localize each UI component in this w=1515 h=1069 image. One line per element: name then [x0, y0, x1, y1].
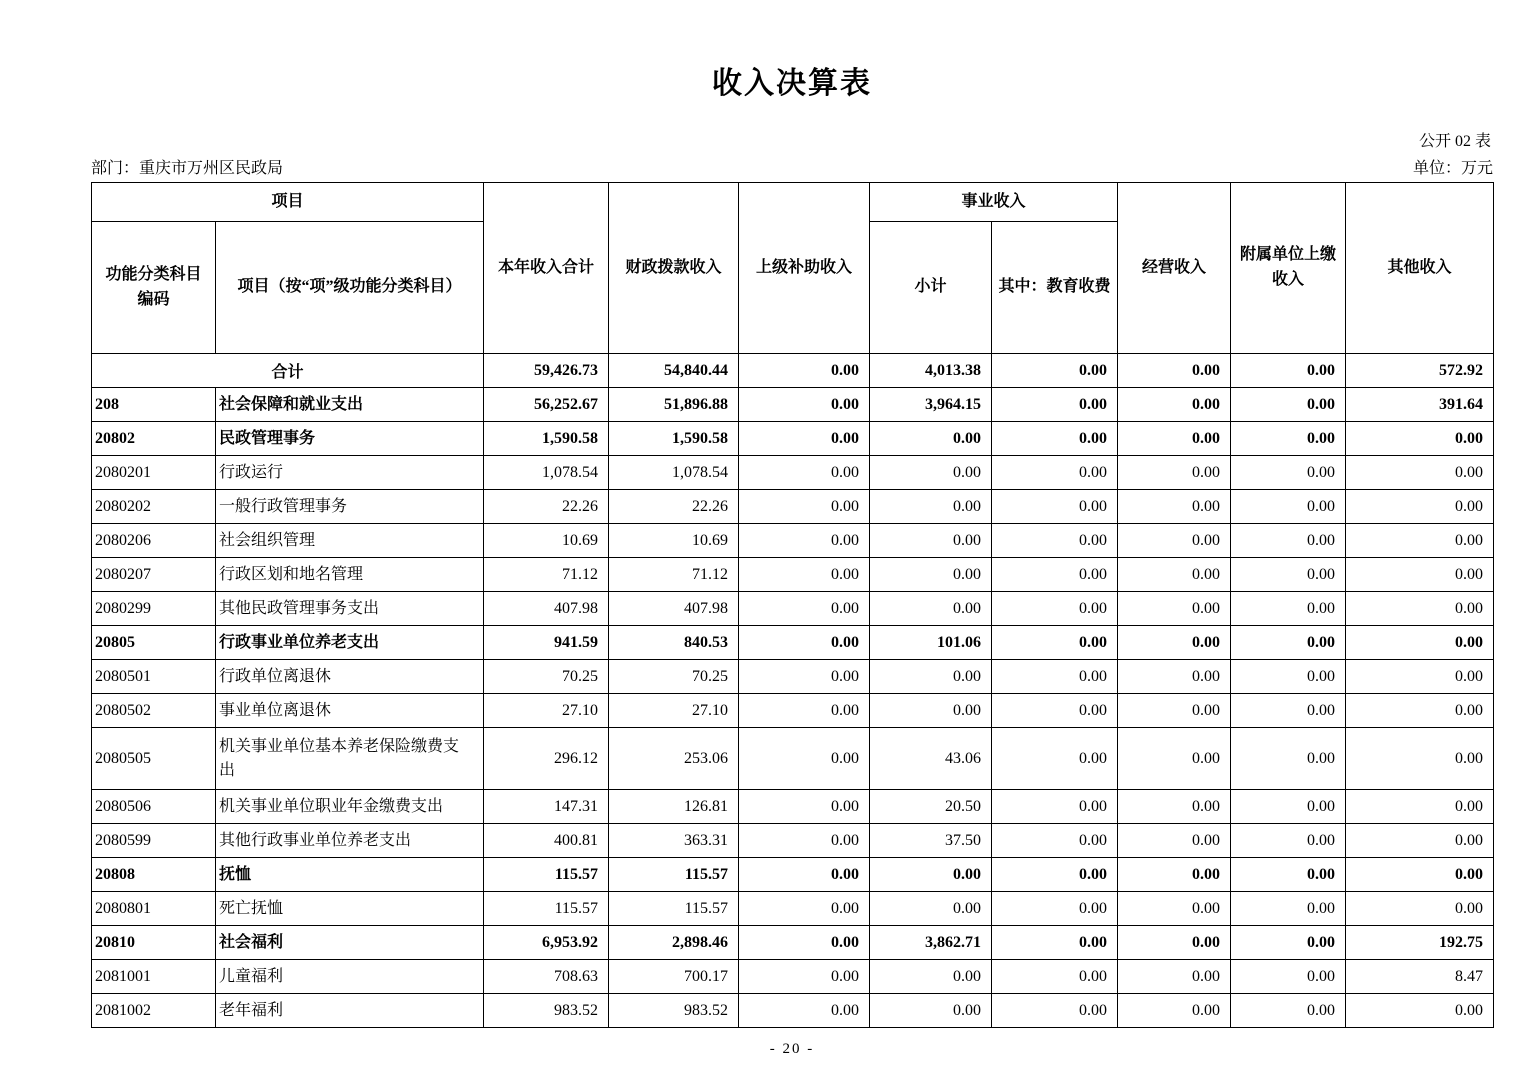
cell-value: 70.25	[609, 660, 739, 694]
cell-value: 0.00	[1118, 660, 1231, 694]
cell-value: 115.57	[609, 892, 739, 926]
cell-value: 0.00	[1346, 524, 1494, 558]
table-row	[92, 490, 1494, 524]
cell-value: 0.00	[739, 694, 870, 728]
cell-value: 0.00	[992, 524, 1118, 558]
cell-value: 0.00	[1118, 926, 1231, 960]
cell-function-code: 20808	[92, 858, 216, 892]
header-superior-subsidy: 上级补助收入	[739, 183, 870, 354]
cell-value: 0.00	[870, 456, 992, 490]
cell-value: 0.00	[1231, 892, 1346, 926]
table-row	[92, 694, 1494, 728]
cell-value: 0.00	[992, 422, 1118, 456]
cell-value: 0.00	[1231, 354, 1346, 388]
cell-function-code: 20805	[92, 626, 216, 660]
table-row	[92, 354, 1494, 388]
cell-project-name: 其他行政事业单位养老支出	[216, 824, 484, 858]
cell-project-name: 行政单位离退休	[216, 660, 484, 694]
cell-value: 0.00	[739, 790, 870, 824]
table-row	[92, 456, 1494, 490]
cell-value: 0.00	[1231, 824, 1346, 858]
cell-value: 0.00	[870, 660, 992, 694]
cell-value: 0.00	[1231, 694, 1346, 728]
cell-value: 0.00	[1118, 824, 1231, 858]
cell-value: 0.00	[1118, 728, 1231, 790]
cell-value: 37.50	[870, 824, 992, 858]
cell-value: 0.00	[1231, 388, 1346, 422]
cell-value: 0.00	[739, 960, 870, 994]
header-project-group: 项目	[92, 183, 484, 222]
table-row	[92, 728, 1494, 790]
cell-value: 0.00	[739, 858, 870, 892]
cell-total-label: 合计	[92, 354, 484, 388]
cell-project-name: 其他民政管理事务支出	[216, 592, 484, 626]
table-row	[92, 660, 1494, 694]
cell-value: 0.00	[992, 728, 1118, 790]
cell-value: 0.00	[739, 422, 870, 456]
cell-value: 0.00	[739, 592, 870, 626]
table-row	[92, 824, 1494, 858]
cell-value: 0.00	[1118, 592, 1231, 626]
cell-function-code: 2080202	[92, 490, 216, 524]
cell-value: 0.00	[1231, 558, 1346, 592]
table-row	[92, 592, 1494, 626]
cell-value: 2,898.46	[609, 926, 739, 960]
cell-value: 0.00	[739, 558, 870, 592]
cell-value: 0.00	[739, 728, 870, 790]
department-label: 部门：重庆市万州区民政局	[91, 160, 284, 177]
cell-function-code: 20802	[92, 422, 216, 456]
cell-function-code: 2080201	[92, 456, 216, 490]
cell-function-code: 208	[92, 388, 216, 422]
cell-value: 115.57	[484, 892, 609, 926]
header-fiscal-income: 财政拨款收入	[609, 183, 739, 354]
unit-label: 单位：万元	[1412, 160, 1493, 177]
table-row	[92, 960, 1494, 994]
cell-value: 51,896.88	[609, 388, 739, 422]
cell-value: 407.98	[609, 592, 739, 626]
table-row	[92, 858, 1494, 892]
cell-project-name: 机关事业单位职业年金缴费支出	[216, 790, 484, 824]
cell-function-code: 20810	[92, 926, 216, 960]
header-affiliated-income-text: 附属单位上缴收入	[1240, 246, 1337, 288]
cell-value: 115.57	[609, 858, 739, 892]
cell-value: 27.10	[609, 694, 739, 728]
cell-value: 0.00	[1231, 858, 1346, 892]
cell-function-code: 2080502	[92, 694, 216, 728]
cell-value: 0.00	[739, 994, 870, 1028]
cell-value: 0.00	[1231, 994, 1346, 1028]
cell-function-code: 2080207	[92, 558, 216, 592]
cell-project-name: 抚恤	[216, 858, 484, 892]
cell-value: 0.00	[1231, 524, 1346, 558]
cell-value: 0.00	[739, 456, 870, 490]
cell-value: 400.81	[484, 824, 609, 858]
cell-value: 3,964.15	[870, 388, 992, 422]
cell-value: 27.10	[484, 694, 609, 728]
cell-value: 0.00	[739, 824, 870, 858]
cell-value: 0.00	[992, 858, 1118, 892]
header-function-code	[92, 222, 216, 354]
cell-value: 0.00	[992, 960, 1118, 994]
table-row	[92, 892, 1494, 926]
table-row	[92, 790, 1494, 824]
cell-value: 0.00	[1118, 524, 1231, 558]
table-row	[92, 994, 1494, 1028]
cell-value: 0.00	[1346, 824, 1494, 858]
cell-value: 0.00	[870, 694, 992, 728]
cell-value: 0.00	[739, 354, 870, 388]
cell-value: 71.12	[484, 558, 609, 592]
table-row	[92, 558, 1494, 592]
cell-value: 0.00	[1118, 960, 1231, 994]
cell-function-code: 2080599	[92, 824, 216, 858]
cell-value: 0.00	[1118, 388, 1231, 422]
header-other-income: 其他收入	[1346, 183, 1494, 354]
cell-value: 0.00	[870, 422, 992, 456]
cell-value: 0.00	[1118, 422, 1231, 456]
cell-value: 0.00	[1231, 926, 1346, 960]
cell-value: 101.06	[870, 626, 992, 660]
cell-value: 0.00	[1346, 422, 1494, 456]
cell-value: 0.00	[870, 490, 992, 524]
cell-value: 0.00	[992, 660, 1118, 694]
cell-value: 0.00	[1346, 558, 1494, 592]
cell-value: 700.17	[609, 960, 739, 994]
cell-value: 0.00	[739, 926, 870, 960]
cell-value: 296.12	[484, 728, 609, 790]
cell-value: 8.47	[1346, 960, 1494, 994]
cell-value: 0.00	[992, 388, 1118, 422]
header-project-name: 项目（按“项”级功能分类科目）	[216, 222, 484, 354]
cell-value: 0.00	[1346, 592, 1494, 626]
cell-value: 0.00	[1346, 456, 1494, 490]
cell-value: 70.25	[484, 660, 609, 694]
cell-value: 0.00	[992, 558, 1118, 592]
income-final-accounts-table	[91, 182, 1494, 1028]
cell-value: 0.00	[1231, 960, 1346, 994]
cell-value: 0.00	[1118, 790, 1231, 824]
cell-project-name: 社会福利	[216, 926, 484, 960]
header-operating-income: 经营收入	[1118, 183, 1231, 354]
cell-value: 10.69	[484, 524, 609, 558]
cell-project-name: 儿童福利	[216, 960, 484, 994]
table-code-label: 公开 02 表	[1418, 133, 1491, 150]
cell-value: 0.00	[1118, 456, 1231, 490]
table-row	[92, 422, 1494, 456]
table-row	[92, 626, 1494, 660]
cell-value: 407.98	[484, 592, 609, 626]
cell-value: 0.00	[1231, 626, 1346, 660]
cell-value: 0.00	[870, 524, 992, 558]
table-row	[92, 926, 1494, 960]
cell-value: 0.00	[992, 790, 1118, 824]
cell-value: 0.00	[870, 558, 992, 592]
cell-value: 0.00	[1118, 858, 1231, 892]
cell-project-name: 民政管理事务	[216, 422, 484, 456]
cell-value: 1,590.58	[484, 422, 609, 456]
header-function-code-text: 功能分类科目编码	[105, 265, 202, 308]
cell-project-name: 老年福利	[216, 994, 484, 1028]
cell-value: 147.31	[484, 790, 609, 824]
cell-value: 0.00	[739, 626, 870, 660]
cell-value: 0.00	[1346, 994, 1494, 1028]
cell-value: 0.00	[739, 388, 870, 422]
cell-function-code: 2080299	[92, 592, 216, 626]
cell-function-code: 2080505	[92, 728, 216, 790]
cell-value: 391.64	[1346, 388, 1494, 422]
cell-value: 0.00	[1118, 892, 1231, 926]
cell-function-code: 2080801	[92, 892, 216, 926]
cell-value: 0.00	[992, 994, 1118, 1028]
cell-value: 0.00	[739, 490, 870, 524]
cell-value: 0.00	[992, 824, 1118, 858]
cell-value: 0.00	[1231, 422, 1346, 456]
cell-project-name: 行政运行	[216, 456, 484, 490]
header-affiliated-income	[1231, 183, 1346, 354]
cell-value: 192.75	[1346, 926, 1494, 960]
cell-value: 0.00	[992, 490, 1118, 524]
cell-value: 0.00	[992, 354, 1118, 388]
cell-value: 4,013.38	[870, 354, 992, 388]
cell-project-name: 社会组织管理	[216, 524, 484, 558]
cell-value: 0.00	[992, 694, 1118, 728]
cell-function-code: 2081001	[92, 960, 216, 994]
meta-row	[91, 159, 1493, 179]
cell-value: 0.00	[1231, 790, 1346, 824]
cell-project-name: 行政区划和地名管理	[216, 558, 484, 592]
table-body	[92, 354, 1494, 1028]
page-number: - 20 -	[769, 1041, 815, 1057]
cell-project-name: 机关事业单位基本养老保险缴费支出	[216, 728, 484, 790]
table-row	[92, 388, 1494, 422]
cell-value: 0.00	[992, 926, 1118, 960]
cell-value: 840.53	[609, 626, 739, 660]
cell-project-name: 一般行政管理事务	[216, 490, 484, 524]
table-row	[92, 524, 1494, 558]
cell-project-name: 死亡抚恤	[216, 892, 484, 926]
cell-value: 0.00	[1231, 456, 1346, 490]
cell-value: 10.69	[609, 524, 739, 558]
cell-value: 983.52	[484, 994, 609, 1028]
cell-value: 54,840.44	[609, 354, 739, 388]
cell-value: 0.00	[1118, 626, 1231, 660]
cell-value: 0.00	[1231, 728, 1346, 790]
cell-value: 71.12	[609, 558, 739, 592]
cell-value: 1,078.54	[484, 456, 609, 490]
cell-value: 59,426.73	[484, 354, 609, 388]
cell-function-code: 2081002	[92, 994, 216, 1028]
cell-value: 126.81	[609, 790, 739, 824]
cell-value: 22.26	[484, 490, 609, 524]
cell-value: 1,078.54	[609, 456, 739, 490]
cell-value: 363.31	[609, 824, 739, 858]
cell-value: 0.00	[1118, 558, 1231, 592]
cell-value: 0.00	[992, 626, 1118, 660]
header-education-fee: 其中：教育收费	[992, 222, 1118, 354]
cell-value: 0.00	[1231, 490, 1346, 524]
header-subtotal: 小计	[870, 222, 992, 354]
page-title: 收入决算表	[712, 67, 872, 100]
cell-value: 6,953.92	[484, 926, 609, 960]
header-business-group: 事业收入	[870, 183, 1118, 222]
cell-value: 941.59	[484, 626, 609, 660]
cell-value: 0.00	[1118, 994, 1231, 1028]
cell-value: 0.00	[1118, 490, 1231, 524]
cell-value: 0.00	[1346, 728, 1494, 790]
cell-value: 0.00	[1346, 660, 1494, 694]
cell-value: 0.00	[1118, 354, 1231, 388]
cell-value: 0.00	[1346, 892, 1494, 926]
cell-value: 0.00	[739, 660, 870, 694]
cell-value: 3,862.71	[870, 926, 992, 960]
cell-value: 572.92	[1346, 354, 1494, 388]
cell-project-name: 行政事业单位养老支出	[216, 626, 484, 660]
cell-value: 0.00	[870, 858, 992, 892]
cell-value: 20.50	[870, 790, 992, 824]
cell-value: 0.00	[739, 892, 870, 926]
cell-value: 0.00	[1118, 694, 1231, 728]
table-header	[92, 183, 1494, 354]
cell-value: 0.00	[992, 892, 1118, 926]
cell-value: 983.52	[609, 994, 739, 1028]
cell-value: 708.63	[484, 960, 609, 994]
cell-value: 0.00	[1346, 694, 1494, 728]
cell-project-name: 事业单位离退休	[216, 694, 484, 728]
cell-value: 43.06	[870, 728, 992, 790]
cell-value: 1,590.58	[609, 422, 739, 456]
cell-function-code: 2080206	[92, 524, 216, 558]
cell-project-name: 社会保障和就业支出	[216, 388, 484, 422]
cell-value: 0.00	[870, 892, 992, 926]
header-total-income: 本年收入合计	[484, 183, 609, 354]
cell-value: 22.26	[609, 490, 739, 524]
cell-value: 0.00	[870, 960, 992, 994]
document-page	[91, 0, 1493, 1058]
cell-value: 115.57	[484, 858, 609, 892]
cell-value: 0.00	[870, 592, 992, 626]
cell-value: 0.00	[1231, 592, 1346, 626]
cell-value: 0.00	[1231, 660, 1346, 694]
cell-value: 0.00	[870, 994, 992, 1028]
cell-value: 56,252.67	[484, 388, 609, 422]
cell-value: 0.00	[739, 524, 870, 558]
cell-value: 0.00	[992, 592, 1118, 626]
cell-value: 0.00	[1346, 626, 1494, 660]
cell-value: 0.00	[992, 456, 1118, 490]
cell-function-code: 2080501	[92, 660, 216, 694]
cell-value: 253.06	[609, 728, 739, 790]
cell-function-code: 2080506	[92, 790, 216, 824]
cell-value: 0.00	[1346, 490, 1494, 524]
cell-value: 0.00	[1346, 858, 1494, 892]
cell-value: 0.00	[1346, 790, 1494, 824]
